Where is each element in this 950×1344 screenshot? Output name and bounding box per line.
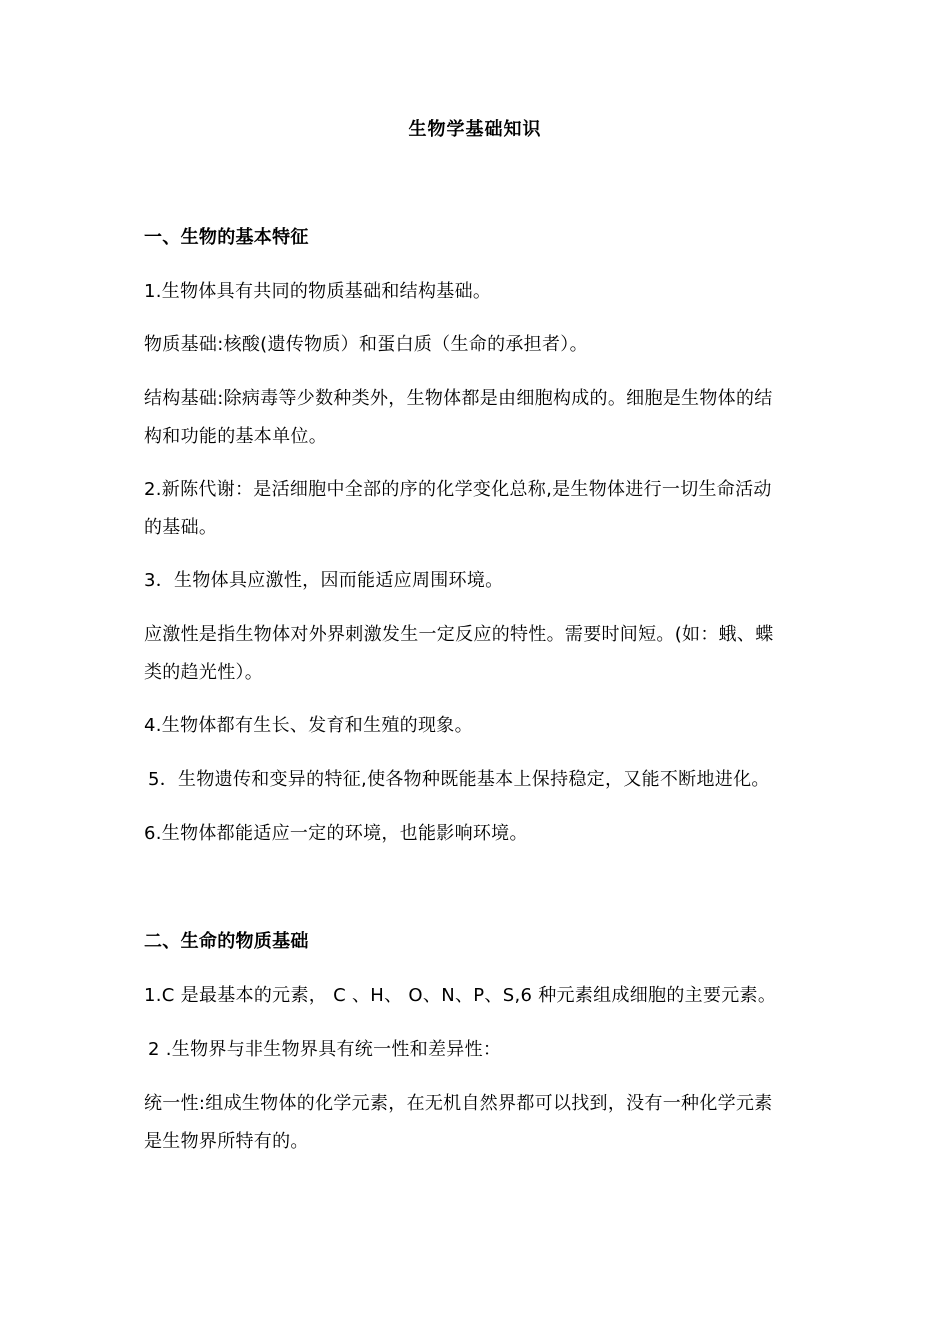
paragraph-line: 统一性:组成生物体的化学元素，在无机自然界都可以找到，没有一种化学元素 <box>144 1093 773 1114</box>
paragraph-line: 6.生物体都能适应一定的环境，也能影响环境。 <box>144 823 528 844</box>
paragraph-line: 3．生物体具应激性，因而能适应周围环境。 <box>144 570 504 591</box>
paragraph-line: 构和功能的基本单位。 <box>144 426 327 447</box>
paragraph-line: 5．生物遗传和变异的特征,使各物种既能基本上保持稳定，又能不断地进化。 <box>148 769 770 790</box>
paragraph-line: 物质基础:核酸(遗传物质）和蛋白质（生命的承担者）。 <box>144 334 588 355</box>
paragraph-line: 2 .生物界与非生物界具有统一性和差异性： <box>148 1039 502 1060</box>
paragraph-line: 2.新陈代谢：是活细胞中全部的序的化学变化总称,是生物体进行一切生命活动 <box>144 479 772 500</box>
paragraph-line: 类的趋光性）。 <box>144 662 264 683</box>
paragraph-line: 1.生物体具有共同的物质基础和结构基础。 <box>144 281 492 302</box>
document-title: 生物学基础知识 <box>408 119 542 140</box>
section-1-heading: 一、生物的基本特征 <box>144 227 309 248</box>
section-2-heading: 二、生命的物质基础 <box>144 931 309 952</box>
paragraph-line: 结构基础:除病毒等少数种类外，生物体都是由细胞构成的。细胞是生物体的结 <box>144 388 773 409</box>
paragraph-line: 是生物界所特有的。 <box>144 1131 309 1152</box>
paragraph-line: 的基础。 <box>144 517 218 538</box>
paragraph-line: 应激性是指生物体对外界刺激发生一定反应的特性。需要时间短。(如：蛾、蝶 <box>144 624 774 645</box>
paragraph-line: 4.生物体都有生长、发育和生殖的现象。 <box>144 715 473 736</box>
paragraph-line: 1.C 是最基本的元素， C 、H、 O、N、P、S,6 种元素组成细胞的主要元素。 <box>144 985 777 1006</box>
